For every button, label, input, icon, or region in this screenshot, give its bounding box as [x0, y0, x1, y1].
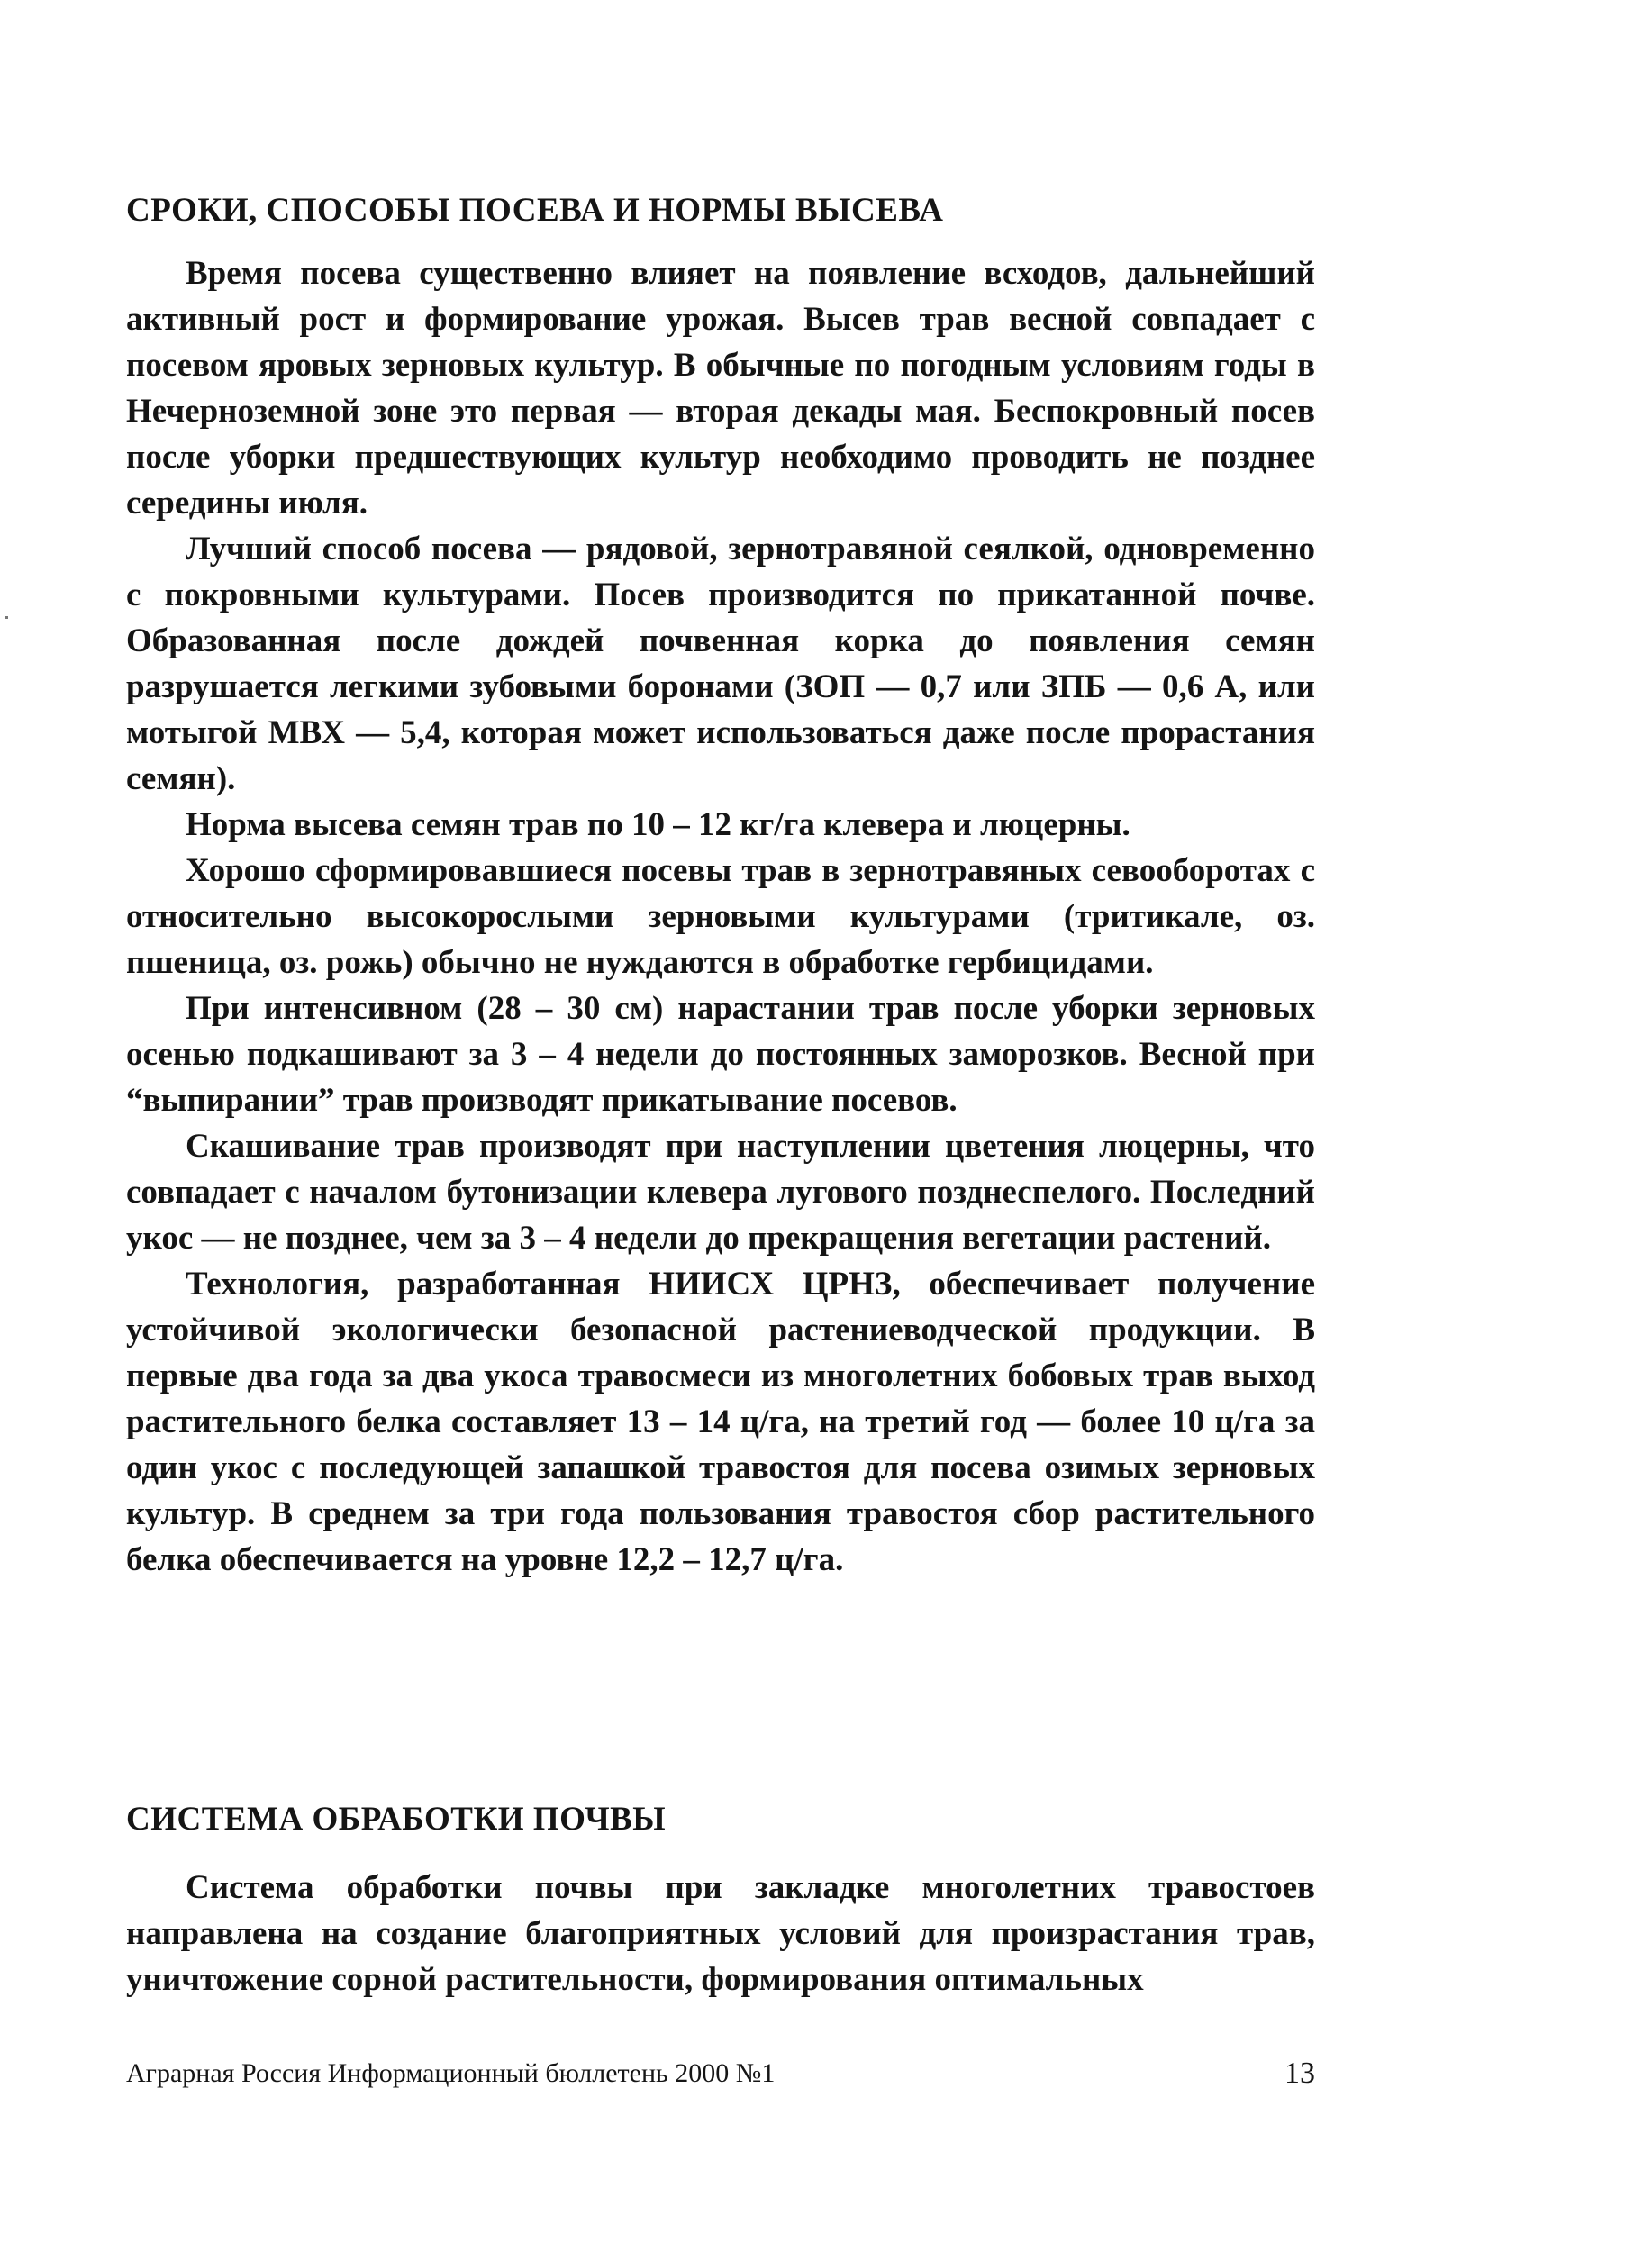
journal-title: Аграрная Россия Информационный бюллетень 2000 №1 — [126, 2058, 776, 2088]
section-soil-tillage — [126, 1798, 1315, 2002]
paragraph: Технология, разработанная НИИСХ ЦРНЗ, обеспечивает получение устойчивой экологически безопасной растениеводческой продукции. В первые два года за два укоса травосмеси из многолетних бобовых трав выход растительного белка составляет 13 – 14 ц/га, на третий год — более 10 ц/га за один укос с последующей запашкой травостоя для посева озимых зерновых культур. В среднем за три года пользования травостоя сбор растительного белка обеспечивается на уровне 12,2 – 12,7 ц/га. — [126, 1266, 1315, 1578]
paragraph: Скашивание трав производят при наступлении цветения люцерны, что совпадает с началом бутонизации клевера лугового позднеспелого. Последний укос — не позднее, чем за 3 – 4 недели до прекращения вегетации растений. — [126, 1128, 1315, 1257]
section-heading: СИСТЕМА ОБРАБОТКИ ПОЧВЫ — [126, 1801, 667, 1838]
scan-mark — [5, 616, 8, 619]
section-sowing — [126, 189, 1315, 1583]
section-heading: СРОКИ, СПОСОБЫ ПОСЕВА И НОРМЫ ВЫСЕВА — [126, 192, 944, 229]
section-body — [126, 250, 1315, 1583]
page-number: 13 — [1284, 2057, 1315, 2090]
paragraph: При интенсивном (28 – 30 см) нарастании трав после уборки зерновых осенью подкашивают за 3 – 4 недели до постоянных заморозков. Весной при “выпирании” трав производят прикатывание посевов. — [126, 990, 1315, 1119]
paragraph: Система обработки почвы при закладке многолетних травостоев направлена на создание благоприятных условий для произрастания трав, уничтожение сорной растительности, формирования оптимальных — [126, 1869, 1315, 1998]
paragraph: Хорошо сформировавшиеся посевы трав в зернотравяных севооборотах с относительно высокорослыми зерновыми культурами (тритикале, оз. пшеница, оз. рожь) обычно не нуждаются в обработке гербицидами. — [126, 852, 1315, 981]
paragraph: Норма высева семян трав по 10 – 12 кг/га клевера и люцерны. — [186, 806, 1130, 843]
paragraph: Лучший способ посева — рядовой, зернотравяной сеялкой, одновременно с покровными культурами. Посев производится по прикатанной почве. Образованная после дождей почвенная корка до появления семян разрушается легкими зубовыми боронами (ЗОП — 0,7 или ЗПБ — 0,6 А, или мотыгой МВХ — 5,4, которая может использоваться даже после прорастания семян). — [126, 531, 1315, 797]
paragraph: Время посева существенно влияет на появление всходов, дальнейший активный рост и формирование урожая. Высев трав весной совпадает с посевом яровых зерновых культур. В обычные по погодным условиям годы в Нечерноземной зоне это первая — вторая декады мая. Беспокровный посев после уборки предшествующих культур необходимо проводить не позднее середины июля. — [126, 255, 1315, 522]
section-body — [126, 1865, 1315, 2002]
